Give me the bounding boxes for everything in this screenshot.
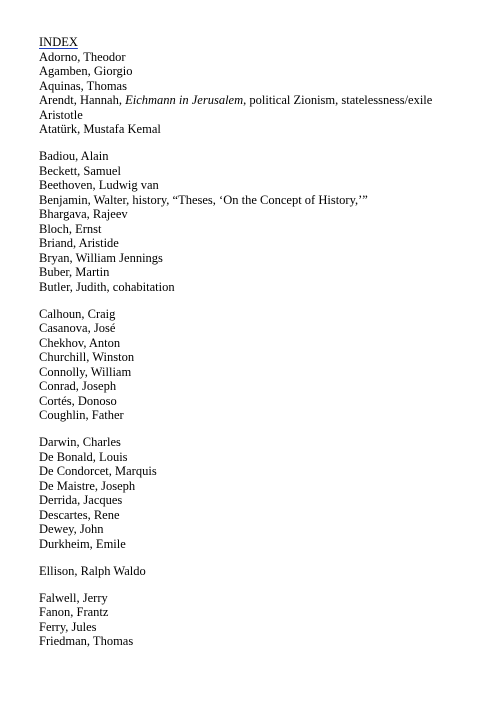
index-entry <box>39 307 479 322</box>
index-entry <box>39 508 479 523</box>
index-entry-text: Chekhov, Anton <box>39 335 121 350</box>
index-entry-text: Aristotle <box>39 107 83 122</box>
index-entry-list <box>39 50 479 649</box>
index-entry-text: Bryan, William Jennings <box>39 250 163 265</box>
index-entry <box>39 79 479 94</box>
index-group-e <box>39 564 479 579</box>
index-entry <box>39 193 479 208</box>
index-entry <box>39 379 479 394</box>
index-entry <box>39 493 479 508</box>
index-entry-text: De Bonald, Louis <box>39 449 128 464</box>
index-group-d <box>39 435 479 551</box>
index-entry-text: Arendt, Hannah, <box>39 93 126 107</box>
index-entry <box>39 93 479 108</box>
index-entry <box>39 336 479 351</box>
index-entry <box>39 435 479 450</box>
index-entry <box>39 321 479 336</box>
index-entry <box>39 394 479 409</box>
index-entry-text: Briand, Aristide <box>39 236 119 250</box>
index-heading-link[interactable]: INDEX <box>39 35 78 49</box>
index-entry <box>39 522 479 537</box>
index-entry <box>39 620 479 635</box>
index-group-a <box>39 50 479 137</box>
index-content <box>39 35 479 661</box>
index-entry-text: De Condorcet, Marquis <box>39 464 157 478</box>
index-entry-text: Beckett, Samuel <box>39 163 121 178</box>
index-entry <box>39 365 479 380</box>
index-entry-text: Ellison, Ralph Waldo <box>39 563 146 578</box>
index-entry-text: Casanova, José <box>39 321 116 335</box>
index-entry-text: Buber, Martin <box>39 265 110 279</box>
index-entry-text: Darwin, Charles <box>39 435 121 449</box>
index-entry <box>39 207 479 222</box>
index-entry-text: Connolly, William <box>39 364 132 379</box>
index-entry <box>39 634 479 649</box>
index-entry <box>39 591 479 606</box>
index-entry <box>39 50 479 65</box>
index-entry-text: Churchill, Winston <box>39 350 135 364</box>
index-entry-text: Coughlin, Father <box>39 408 124 422</box>
index-entry-text: Agamben, Giorgio <box>39 64 133 78</box>
index-entry-text: Friedman, Thomas <box>39 634 134 648</box>
index-entry-text: Falwell, Jerry <box>39 590 108 605</box>
index-entry <box>39 605 479 620</box>
index-entry-text: , political Zionism, statelessness/exile <box>243 93 433 107</box>
index-entry-text: Bloch, Ernst <box>39 221 102 236</box>
index-entry <box>39 64 479 79</box>
index-entry-text: Butler, Judith, cohabitation <box>39 279 175 294</box>
index-group-b <box>39 149 479 294</box>
index-entry-text: Ferry, Jules <box>39 619 97 634</box>
index-entry-text: Derrida, Jacques <box>39 493 123 507</box>
index-entry <box>39 251 479 266</box>
index-entry <box>39 537 479 552</box>
index-entry-text: Cortés, Donoso <box>39 393 117 408</box>
index-entry-text: Bhargava, Rajeev <box>39 207 128 221</box>
index-entry <box>39 350 479 365</box>
index-entry <box>39 236 479 251</box>
index-entry-text: Fanon, Frantz <box>39 605 109 619</box>
index-entry <box>39 464 479 479</box>
index-entry <box>39 122 479 137</box>
index-entry-text: Aquinas, Thomas <box>39 78 127 93</box>
index-group-c <box>39 307 479 423</box>
index-entry <box>39 408 479 423</box>
index-entry <box>39 149 479 164</box>
index-entry <box>39 450 479 465</box>
index-entry <box>39 265 479 280</box>
index-entry-text: Benjamin, Walter, history, “Theses, ‘On the Concept of History,’” <box>39 192 368 207</box>
index-entry-text: Dewey, John <box>39 522 104 536</box>
index-entry-text: Conrad, Joseph <box>39 379 117 393</box>
index-entry <box>39 479 479 494</box>
index-entry <box>39 222 479 237</box>
index-entry-text: Durkheim, Emile <box>39 536 126 551</box>
index-entry-text: Calhoun, Craig <box>39 306 116 321</box>
index-entry-text: Badiou, Alain <box>39 149 109 163</box>
index-entry-title: Eichmann in Jerusalem <box>125 93 244 107</box>
index-entry-text: De Maistre, Joseph <box>39 478 136 493</box>
index-group-f <box>39 591 479 649</box>
index-entry <box>39 178 479 193</box>
index-entry <box>39 108 479 123</box>
index-entry-text: Atatürk, Mustafa Kemal <box>39 122 161 136</box>
index-entry-text: Descartes, Rene <box>39 507 120 522</box>
index-entry <box>39 564 479 579</box>
index-entry-text: Beethoven, Ludwig van <box>39 178 159 192</box>
index-entry <box>39 164 479 179</box>
index-entry-text: Adorno, Theodor <box>39 49 126 64</box>
index-entry <box>39 280 479 295</box>
